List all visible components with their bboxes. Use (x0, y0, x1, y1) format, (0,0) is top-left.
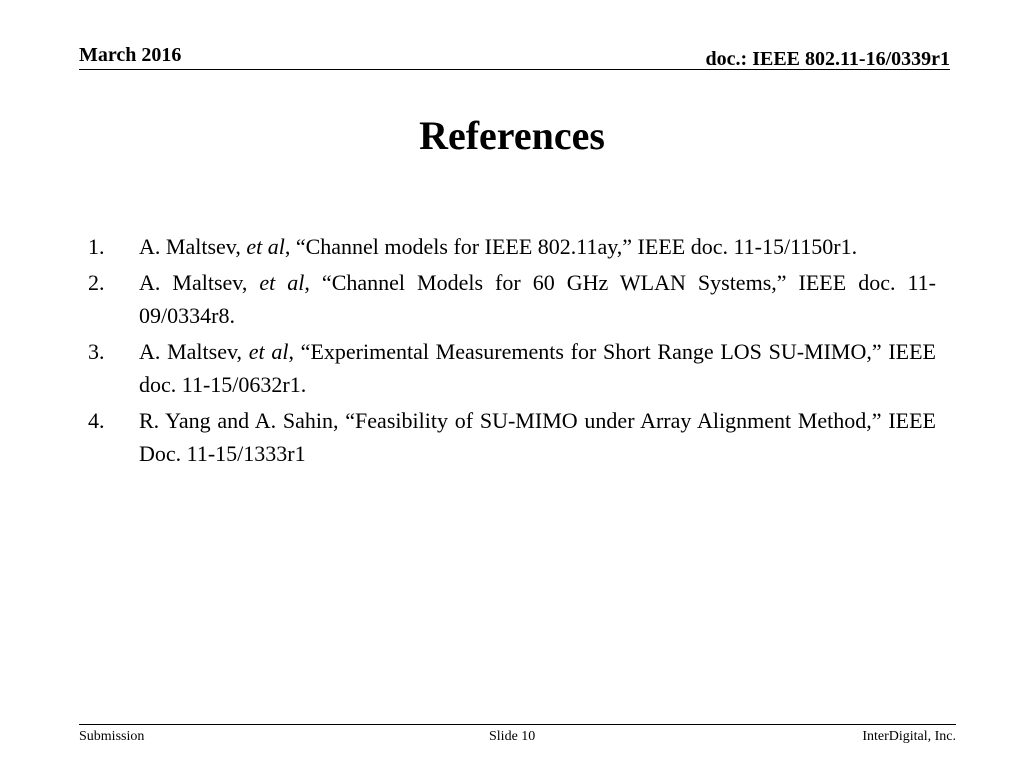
references-list (88, 230, 936, 473)
reference-text (139, 339, 936, 397)
reference-number: 3. (88, 339, 105, 364)
reference-item (88, 266, 936, 332)
reference-item (88, 335, 936, 401)
reference-text-start: A. Maltsev, (139, 234, 247, 259)
reference-text-end: , “Channel models for IEEE 802.11ay,” IEEE doc. 11-15/1150r1. (284, 234, 858, 259)
reference-text-italic: et al (259, 270, 305, 295)
reference-item (88, 404, 936, 470)
reference-text-start: R. Yang and A. Sahin, “Feasibility of SU-MIMO under Array Alignment Method,” IEEE Doc. 11-15/1333r1 (139, 408, 936, 466)
reference-text-start: A. Maltsev, (139, 270, 260, 295)
footer-submission: Submission (79, 729, 145, 744)
reference-number: 2. (88, 270, 105, 295)
reference-text (139, 234, 857, 259)
header-date: March 2016 (79, 44, 182, 66)
reference-text (139, 270, 936, 328)
footer-divider (79, 724, 956, 725)
header-divider (79, 69, 950, 70)
reference-number: 4. (88, 408, 105, 433)
reference-text-italic: et al (248, 339, 289, 364)
footer-slide-number: Slide 10 (489, 729, 536, 744)
slide-title: References (419, 113, 605, 158)
reference-text-italic: et al (246, 234, 285, 259)
reference-item (88, 230, 936, 263)
reference-text-end: , “Channel Models for 60 GHz WLAN Systems,” IEEE doc. 11-09/0334r8. (139, 270, 936, 328)
footer-company: InterDigital, Inc. (862, 729, 956, 744)
reference-text-end: , “Experimental Measurements for Short Range LOS SU-MIMO,” IEEE doc. 11-15/0632r1. (139, 339, 936, 397)
header-document-id: doc.: IEEE 802.11-16/0339r1 (705, 48, 950, 70)
reference-number: 1. (88, 234, 105, 259)
reference-text (139, 408, 936, 466)
reference-text-start: A. Maltsev, (139, 339, 249, 364)
